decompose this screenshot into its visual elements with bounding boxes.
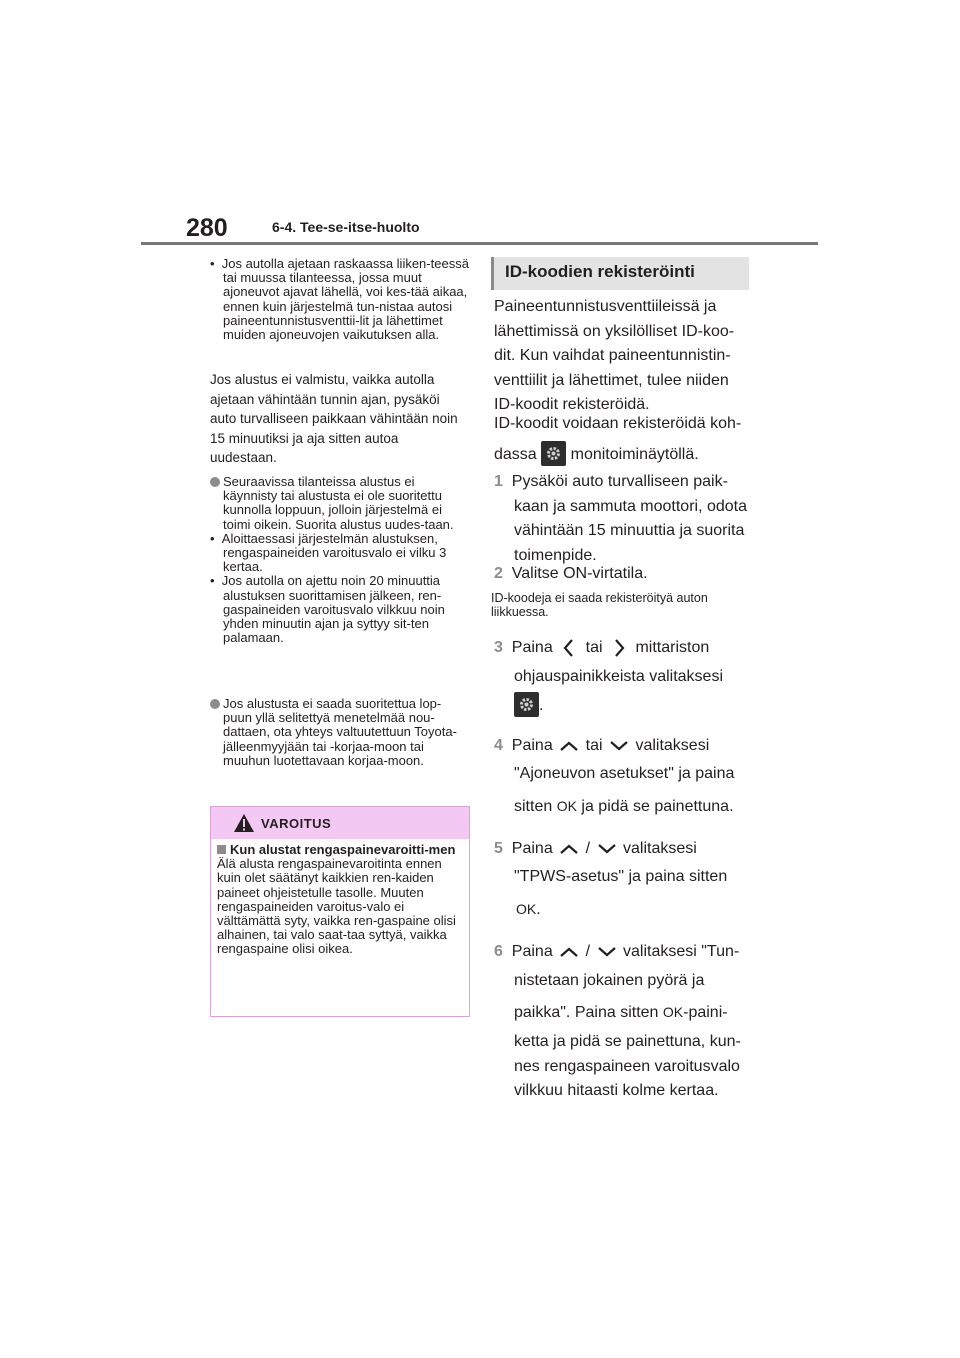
step-5-line2: "TPWS-asetus" ja paina sitten	[514, 868, 728, 885]
bullet-text: Jos autolla on ajettu noin 20 minuuttia alustuksen suorittamisen jälkeen, ren-gaspaineiden varoitusvalo vilkkuu noin yhden minuutin ajan ja syttyy sit-ten palamaan.	[221, 573, 445, 646]
step-4-line3	[514, 794, 784, 820]
step-5	[494, 837, 764, 862]
text: dassa	[494, 446, 537, 463]
step-5-line3	[516, 897, 786, 923]
circle-item-text: Seuraavissa tilanteissa alustus ei käynnisty tai alustusta ei ole suoritettu kunnolla loppuun, jolloin järjestelmä ei toimi oikein. Suorita alustus uudes-taan.	[223, 474, 454, 532]
bullet-circle-icon	[210, 699, 220, 709]
step-6-line6: vilkkuu hitaasti kolme kertaa.	[514, 1082, 719, 1099]
step-3	[494, 636, 764, 661]
warning-subtitle: Kun alustat rengaspainevaroitti-men	[230, 842, 456, 857]
text: valitaksesi "Tun-	[622, 943, 740, 960]
text: mittariston	[635, 639, 710, 656]
header-rule	[141, 242, 818, 245]
step-6-line5: nes rengaspaineen varoitusvalo	[514, 1058, 740, 1075]
left-column-top	[210, 257, 470, 342]
gear-icon	[541, 441, 566, 466]
circle-item-text: Jos alustusta ei saada suoritettua lop-puun yllä selitettyä menetelmää nou-dattaen, ota yhteys valtuutettuun Toyota-jälleenmyyjään tai -korjaa-moon tai muuhun luotettavaan korjaa-moon.	[223, 696, 457, 768]
chevron-right-icon	[607, 637, 631, 659]
text: Paina	[511, 639, 553, 656]
step-text: Valitse ON-virtatila.	[511, 565, 648, 582]
warning-title: VAROITUS	[261, 816, 332, 831]
step-2	[494, 562, 764, 587]
step-text: Pysäköi auto turvalliseen paik-kaan ja sammuta moottori, odota vähintään 15 minuuttia ja suorita toimenpide.	[511, 473, 748, 564]
list-item: • Aloittaessasi järjestelmän alustuksen, rengaspaineiden varoitusvalo ei vilku 3 kertaa.	[210, 530, 447, 575]
bullet-circle-icon	[210, 477, 220, 487]
text: ja pidä se painettuna.	[581, 798, 734, 815]
chevron-up-icon	[557, 841, 581, 857]
text: .	[536, 901, 541, 918]
step-6-line3	[514, 1000, 784, 1026]
paragraph: Jos alustus ei valmistu, vaikka autolla ajetaan vähintään tunnin ajan, pysäköi auto turvalliseen paikkaan vähintään noin 15 minuutiksi ja aja sitten autoa uudestaan.	[210, 372, 458, 465]
text: valitaksesi	[635, 737, 710, 754]
text: /	[585, 943, 591, 960]
bullet-text: Jos autolla ajetaan raskaassa liiken-teessä tai muussa tilanteessa, jossa muut ajoneuvot ajavat lähellä, voi kes-tää aikaa, ennen kuin järjestelmä tun-nistaa autosi paineentunnistusventtii-lit ja lähettimet muiden ajoneuvojen vaikutuksen alla.	[221, 256, 469, 343]
page-number: 280	[186, 214, 228, 242]
chevron-up-icon	[557, 738, 581, 754]
step-6-line2: nistetaan jokainen pyörä ja	[514, 972, 705, 989]
circle-item-1	[210, 475, 470, 645]
circle-item-2	[210, 697, 470, 768]
list-item: • Jos autolla ajetaan raskaassa liiken-teessä tai muussa tilanteessa, jossa muut ajoneuvot ajavat lähellä, voi kes-tää aikaa, ennen kuin järjestelmä tun-nistaa autosi paineentunnistusventtii-lit ja lähettimet muiden ajoneuvojen vaikutuksen alla.	[210, 256, 469, 343]
section-heading-text: ID-koodien rekisteröinti	[505, 262, 695, 281]
text: sitten	[514, 798, 553, 815]
text: Paina	[511, 737, 553, 754]
chevron-down-icon	[607, 738, 631, 754]
step-6-line4: ketta ja pidä se painettuna, kun-	[514, 1033, 741, 1050]
step-1	[494, 470, 749, 568]
step-number: 4	[494, 737, 503, 754]
warning-header	[211, 807, 469, 839]
step-number: 2	[494, 565, 503, 582]
step-3-line3	[514, 692, 784, 719]
list-item: • Jos autolla on ajettu noin 20 minuuttia alustuksen suorittamisen jälkeen, ren-gaspaineiden varoitusvalo vilkkuu noin yhden minuutin ajan ja syttyy sit-ten palamaan.	[210, 573, 445, 646]
note-text: ID-koodeja ei saada rekisteröityä auton liikkuessa.	[491, 591, 708, 619]
chapter-title: 6-4. Tee-se-itse-huolto	[272, 219, 420, 235]
chevron-down-icon	[595, 944, 619, 960]
square-bullet-icon	[217, 845, 226, 854]
step-4	[494, 734, 764, 759]
text: valitaksesi	[622, 840, 697, 857]
text: -paini-	[683, 1004, 728, 1021]
step-number: 5	[494, 840, 503, 857]
text: .	[539, 697, 544, 714]
warning-body	[217, 843, 465, 957]
text: Paina	[511, 943, 553, 960]
chevron-up-icon	[557, 944, 581, 960]
warning-box	[210, 806, 470, 1017]
text: paikka". Paina sitten	[514, 1004, 659, 1021]
step-6	[494, 940, 764, 965]
step-4-line2: "Ajoneuvon asetukset" ja paina	[514, 765, 735, 782]
step-number: 1	[494, 473, 503, 490]
ok-button-icon: OK	[516, 901, 537, 917]
text: monitoiminäytöllä.	[570, 446, 699, 463]
text: Paina	[511, 840, 553, 857]
chevron-left-icon	[557, 637, 581, 659]
text: tai	[585, 639, 603, 656]
warning-triangle-icon	[233, 813, 255, 833]
step-number: 6	[494, 943, 503, 960]
section-heading	[491, 257, 749, 290]
bullet-text: Aloittaessasi järjestelmän alustuksen, rengaspaineiden varoitusvalo ei vilku 3 kertaa.	[221, 530, 447, 575]
text: /	[585, 840, 591, 857]
chevron-down-icon	[595, 841, 619, 857]
intro-paragraph: Paineentunnistusventtiileissä ja lähettimissä on yksilölliset ID-koo-dit. Kun vaihdat paineentunnistin-venttiilit ja lähettimet, tulee niiden ID-koodit rekisteröidä.	[494, 298, 735, 413]
ok-button-icon: OK	[662, 1004, 684, 1020]
warning-text: Älä alusta rengaspainevaroitinta ennen kuin olet säätänyt kaikkien ren-kaiden paineet ohjeistetulle tasolle. Muuten rengaspaineiden varoitus-valo ei välttämättä syty, vaikka ren-gaspaine olisi alhainen, tai valo saat-taa syttyä, vaikka rengaspaine olisi oikea.	[217, 856, 456, 957]
gear-icon	[514, 692, 539, 717]
ok-button-icon: OK	[556, 798, 577, 814]
step-3-line2: ohjauspainikkeista valitaksesi	[514, 668, 723, 685]
intro2-line1: ID-koodit voidaan rekisteröidä koh-	[494, 415, 742, 432]
intro2-line2	[494, 441, 764, 468]
text: tai	[585, 737, 603, 754]
step-number: 3	[494, 639, 503, 656]
